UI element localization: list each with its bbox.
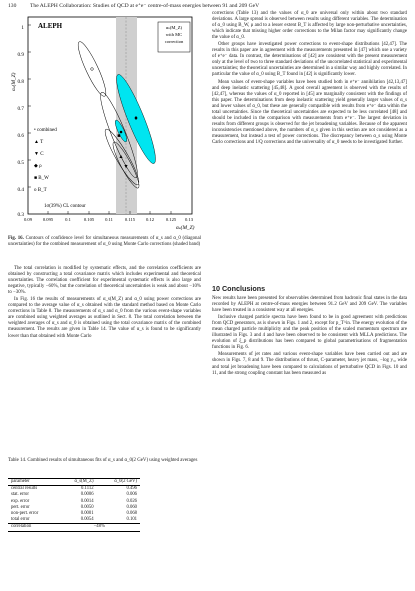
corner-box-line: correction [164,39,184,44]
table-row [8,517,140,524]
y-tick: 0.9 [17,52,24,58]
legend-entry: • combined [34,128,57,133]
x-tick: 0.125 [165,217,177,222]
paragraph: The total correlation is modified by systematic effects, and the correlation coefficients are obtained by constructing a total covariance matrix which includes experimental and theoretical uncertainties. The correlation coefficient for experimental systematic effects is also large and negative, typically −60%, but the correlation of theoretical uncertainties is weak and about −10% to −30%. [8,266,201,296]
table-cell: stat. error [11,492,29,498]
running-title: The ALEPH Collaboration: Studies of QCD at e⁺e⁻ centre-of-mass energies between 91 and 209 GeV [30,3,260,9]
legend-entry: o B_T [34,188,47,193]
table-cell: −48% [59,524,140,531]
figure-caption-label: Fig. 16. [8,236,24,241]
paragraph: Mean values of event-shape variables have been studied both in e⁺e⁻ annihilation [42,13,47] and deep inelastic scattering [45,48]. A good overall agreement is observed with the results of [42,47], whereas the values of α_0 reported in [45] are marginally consistent with the findings of this paper. The determinations from deep inelastic scattering yield generally larger values of α_s and lower values of α_0, but these are generally compatible with results from e⁺e⁻ data within the total uncertainties. Since the theoretical uncertainties are expected to be less correlated [48] and should be included in the comparison with measurements from e⁺e⁻. The largest deviation in results from different groups is observed for the jet broadening variables. Because of the apparent inconsistencies mentioned above, the numbers of α_s given in this section are not considered as a measurement, but instead a test of power corrections. The discrepancy between α_s using Monte Carlo corrections and 1/Q corrections and the universality of α_0 needs to be investigated further. [212,79,407,145]
cl-label: 1σ(39%) CL contour [44,204,86,209]
table-cell: 0.101 [126,517,137,523]
y-tick: 0.4 [17,187,24,193]
table-cell: 0.0001 [80,511,94,517]
legend-entry: ▲ T [34,140,44,145]
table-cell: 0.060 [126,504,137,510]
corner-box-line: with MC [165,32,183,37]
section-title: 10 Conclusions [212,284,266,293]
table-header: parameter [8,479,59,486]
right-column-body [212,11,407,147]
y-tick: 0.8 [17,79,24,85]
table-cell: central results [11,486,38,492]
legend-entry: ■ B_W [34,176,49,181]
legend-entry: ◆ ρ [34,164,42,169]
x-tick: 0.13 [184,217,194,222]
x-tick: 0.115 [124,217,136,222]
table-cell: exp. error [11,498,30,504]
legend-entry: ▼ C [34,152,44,157]
table-cell: 0.068 [126,511,137,517]
table-caption: Table 14. Combined results of simultaneous fits of α_s and α_0(2 GeV) using weighted averages [8,458,198,463]
y-axis-label: αₛ(M_Z) [11,72,17,91]
paragraph: In Fig. 16 the results of measurements of α_s(M_Z) and α_0 using power corrections are compared to the average value of α_s obtained with the standard method based on Monte Carlo corrections in Table 8. The measurements of α_s and α_0 from the various event-shape variables are combined using weighted averages as outlined in Sect. 8. The total correlation between the weighted averages of α_s and α_0 is obtained using the total covariance matrix of the combined measurement. The results are given in Table 14. The value of α_s is found to be significantly lower than that obtained with Monte Carlo [8,297,201,339]
x-tick: 0.11 [105,217,113,222]
conclusions-body [212,296,407,378]
paragraph: Measurements of jet rates and various event-shape variables have been carried out and are shown in Figs. 7, 8 and 9. The distributions of thrust, C-parameter, heavy jet mass, −log y₃, wide and total jet broadening have been compared to calculations of perturbative QCD in Figs. 10 and 11, and the strong coupling constant has been measured as [212,352,407,376]
figure-caption [8,236,201,248]
x-tick: 0.12 [145,217,155,222]
table-header: α_0(2 GeV) [97,479,140,486]
corner-box-line: αₛ(M_Z) [165,25,183,30]
page-number: 130 [8,3,17,9]
left-column-body [8,266,201,341]
paragraph: Other groups have investigated power corrections to event-shape distributions [42,47]. The results in this paper are in agreement with the measurements presented in [47] which use a variety of e⁺e⁻ data. In contrast, the determinations of [42] are consistent with the present measurement only at the level of two to three standard deviations of the uncorrelated statistical and experimental uncertainties; the theoretical uncertainties are determined in a similar way and highly correlated. In particular the value of α_0 using B_T found in [42] is significantly lower. [212,42,407,78]
table-cell: 0.006 [126,492,137,498]
results-table [8,478,140,532]
table-cell: 0.1112 [81,486,94,492]
aleph-label: ALEPH [38,22,63,30]
x-tick: 0.105 [83,217,95,222]
x-tick: 0.1 [65,217,71,222]
table-cell: 0.0054 [80,517,94,523]
table-cell: 0.496 [126,486,137,492]
table-cell: 0.0014 [80,498,94,504]
table-cell: 0.026 [126,498,137,504]
table-cell: 0.0050 [80,504,94,510]
paragraph: New results have been presented for observables determined from hadronic final states in the data recorded by ALEPH at centre-of-mass energies between 91.2 GeV and 209 GeV. The variables have been treated in a consistent way at all energies. [212,296,407,314]
table-row [8,524,140,531]
y-tick: 0.6 [17,133,24,139]
x-tick: 0.09 [23,217,33,222]
table-cell: 0.0006 [80,492,94,498]
table-header: α_s(M_Z) [59,479,97,486]
table-cell: correlation [8,524,59,531]
x-axis-label: αₛ(M_Z) [176,225,195,231]
table-cell: total error [11,517,30,523]
paragraph: Inclusive charged particle spectra have been found to be in good agreement with predictions from QCD generators, as is shown in Figs. 1 and 2, except for p_T^in. The energy evolution of the mean charged particle multiplicity and the peak position of the scaled momentum spectrum are illustrated in Figs. 3 and 4 and have been observed to be consistent with MLLA predictions. The evolution of ξ_p distributions has been compared to global parametrisations of fragmentation functions in Fig. 6. [212,315,407,351]
figure-16 [8,11,204,233]
figure-caption-text: Contours of confidence level for simultaneous measurements of α_s and α_0 (diagonal uncertainties) for the combined measurement of α_0 using Monte Carlo corrections (shaded band) [8,236,201,248]
y-tick: 0.3 [17,212,24,218]
paragraph: corrections (Table 13) and the values of α_0 are universal only within about two standard deviations. A large spread is observed between results using different variables. The determination of α_0 using B_W, ρ and to a lesser extent B_T is affected by large non-perturbative uncertainties, which indicate that missing higher order corrections to the Milan factor may significantly change the value of α_0. [212,11,407,41]
table-cell: pert. error [11,504,30,510]
y-tick: 0.5 [17,160,24,166]
table-row [8,486,140,493]
y-tick: 1 [21,25,24,31]
x-tick: 0.095 [42,217,54,222]
y-tick: 0.7 [17,106,24,112]
table-cell: non-pert. error [11,511,39,517]
